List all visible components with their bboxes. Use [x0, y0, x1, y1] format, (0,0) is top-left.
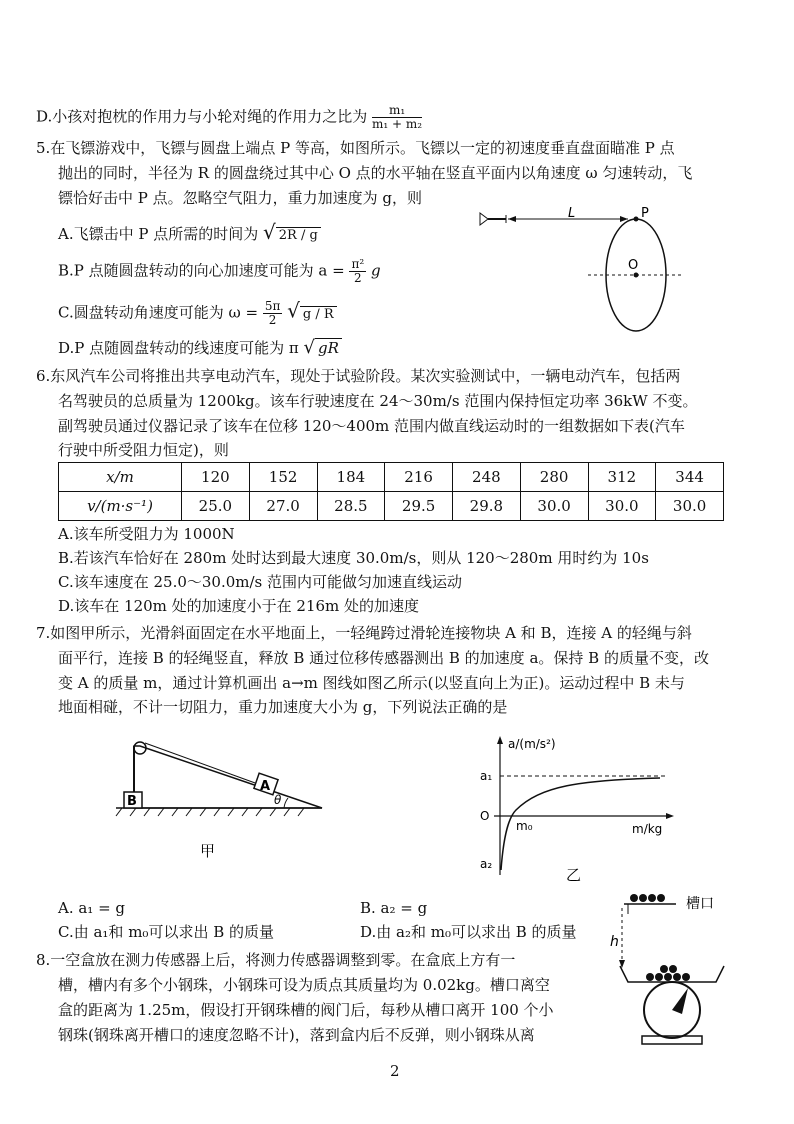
q7-stem-2: 面平行，连接 B 的轻绳竖直，释放 B 通过位移传感器测出 B 的加速度 a。保持 B 的质量不变，改	[58, 649, 709, 667]
fig-jia-label: 甲	[200, 842, 216, 860]
fig-theta-label: θ	[274, 793, 282, 807]
q7-stem-1: 7.如图甲所示，光滑斜面固定在水平地面上，一轻绳跨过滑轮连接物块 A 和 B，连接 A 的轻绳与斜	[36, 624, 692, 642]
fig-a2-label: a₂	[480, 857, 493, 871]
q5-stem-2: 抛出的同时，半径为 R 的圆盘绕过其中心 O 点的水平轴在竖直平面内以角速度 ω 匀速转动，飞	[58, 164, 693, 182]
fig-A-label: A	[260, 779, 271, 794]
fig-L-label: L	[568, 206, 576, 221]
q6-stem-4: 行驶中所受阻力恒定)，则	[58, 441, 229, 459]
fig-m0-label: m₀	[516, 819, 533, 833]
fig-h-label: h	[610, 934, 619, 950]
q8-box-figure	[606, 888, 756, 1053]
q6-stem-2: 名驾驶员的总质量为 1200kg。该车行驶速度在 24～30m/s 范围内保持恒定功率 36kW 不变。	[58, 392, 698, 410]
q8-stem-1: 8.一空盒放在测力传感器上后，将测力传感器调整到零。在盒底上方有一	[36, 951, 516, 969]
fig-P-label: P	[641, 206, 649, 221]
q6-stem-1: 6.东风汽车公司将推出共享电动汽车，现处于试验阶段。某次实验测试中，一辆电动汽车，包括两	[36, 367, 681, 385]
q5-option-a: A.飞镖击中 P 点所需的时间为 √ 2R / g	[58, 222, 321, 246]
fig-ylabel: a/(m/s²)	[508, 737, 556, 751]
q7-stem-3: 变 A 的质量 m，通过计算机画出 a→m 图线如图乙所示(以竖直向上为正)。运动过程中 B 未与	[58, 674, 685, 692]
q5-option-b: B.P 点随圆盘转动的向心加速度可能为 a = $\frac{\text{π²}}{2}$ g	[58, 257, 381, 285]
q8-stem-3: 盒的距离为 1.25m，假设打开钢珠槽的阀门后，每秒从槽口离开 100 个小	[58, 1001, 554, 1019]
q7-graph-figure	[470, 730, 690, 885]
q7-option-d: D.由 a₂和 m₀可以求出 B 的质量	[360, 923, 577, 941]
fig-O-label: O	[628, 258, 639, 273]
fig-yi-label: 乙	[566, 866, 582, 884]
page-number: 2	[390, 1062, 400, 1080]
q8-stem-4: 钢珠(钢珠离开槽口的速度忽略不计)，落到盒内后不反弹，则小钢珠从离	[58, 1026, 535, 1044]
q6-data-table	[58, 462, 724, 521]
dart-icon	[480, 213, 506, 225]
fig-O-label: O	[480, 809, 490, 823]
q5-option-c: C.圆盘转动角速度可能为 ω = $\frac{5\pi}{2}$ √ g / R	[58, 300, 337, 327]
fig-xlabel: m/kg	[632, 822, 663, 836]
table-row: x/m 120 152 184 216 248 280 312 344	[59, 463, 724, 492]
q4d-fraction: $\frac{\text{m₁}}{\text{m₁ + m₂}}$	[372, 103, 423, 131]
q6-option-b: B.若该汽车恰好在 280m 处时达到最大速度 30.0m/s，则从 120～280m 用时约为 10s	[58, 549, 649, 567]
q7-option-c: C.由 a₁和 m₀可以求出 B 的质量	[58, 923, 274, 941]
q6-option-d: D.该车在 120m 处的加速度小于在 216m 处的加速度	[58, 597, 420, 615]
fig-slot-label: 槽口	[686, 896, 714, 912]
table-row: v/(m·s⁻¹) 25.0 27.0 28.5 29.5 29.8 30.0 30.0 30.0	[59, 492, 724, 521]
q7-stem-4: 地面相碰，不计一切阻力，重力加速度大小为 g，下列说法正确的是	[58, 698, 508, 716]
fig-a1-label: a₁	[480, 769, 493, 783]
fig-B-label: B	[127, 794, 137, 809]
q5-option-d: D.P 点随圆盘转动的线速度可能为 π √ gR	[58, 338, 342, 358]
q6-option-c: C.该车速度在 25.0～30.0m/s 范围内可能做匀加速直线运动	[58, 573, 463, 591]
q8-stem-2: 槽，槽内有多个小钢珠，小钢珠可设为质点其质量均为 0.02kg。槽口离空	[58, 976, 550, 994]
q5-stem-3: 镖恰好击中 P 点。忽略空气阻力，重力加速度为 g，则	[58, 189, 423, 207]
q4-option-d: D.小孩对抱枕的作用力与小轮对绳的作用力之比为 $\frac{\text{m₁}}{\text{m₁ + m₂}}$	[36, 103, 423, 131]
q6-option-a: A.该车所受阻力为 1000N	[58, 525, 235, 543]
q5-dart-figure	[478, 205, 688, 335]
q7-option-b: B. a₂ = g	[360, 899, 428, 917]
q7-incline-figure	[112, 740, 332, 865]
q5-stem-1: 5.在飞镖游戏中，飞镖与圆盘上端点 P 等高，如图所示。飞镖以一定的初速度垂直盘面瞄准 P 点	[36, 139, 675, 157]
q7-option-a: A. a₁ = g	[58, 899, 126, 917]
q6-stem-3: 副驾驶员通过仪器记录了该车在位移 120～400m 范围内做直线运动时的一组数据如下表(汽车	[58, 417, 685, 435]
